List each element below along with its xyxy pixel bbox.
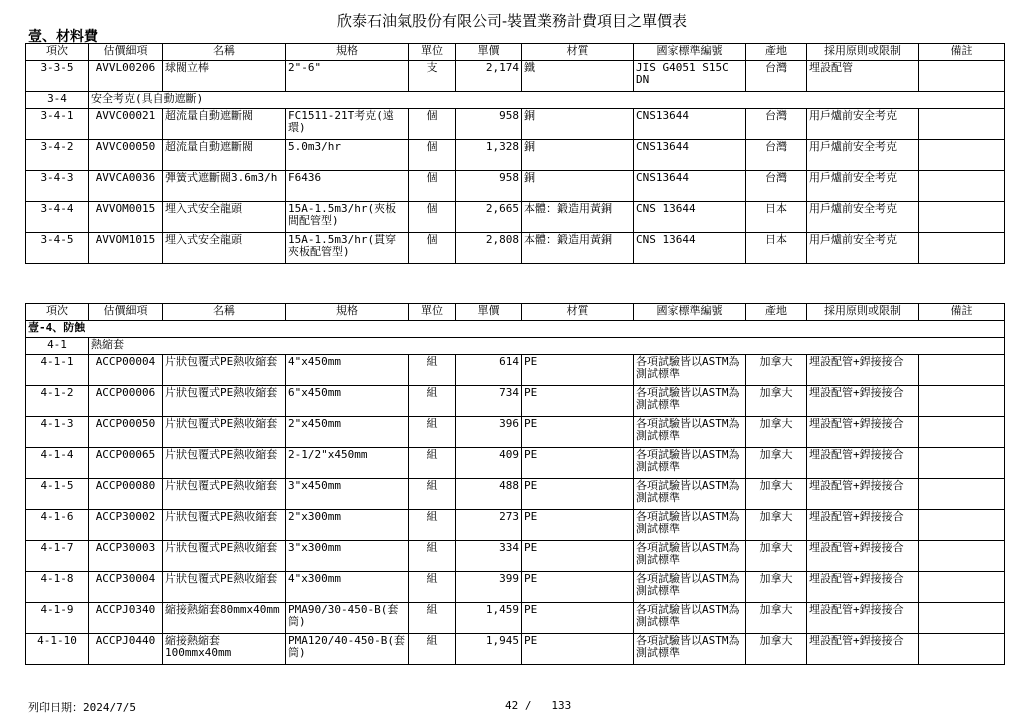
- column-header: 產地: [746, 44, 807, 61]
- cell-no: 3-4-4: [26, 202, 89, 233]
- cell-no: 4-1-9: [26, 603, 89, 634]
- cell-unit: 個: [409, 171, 456, 202]
- cell-unit: 組: [409, 603, 456, 634]
- page-number: 42 / 133: [505, 699, 572, 712]
- cell-no: 4-1-10: [26, 634, 89, 665]
- cell-code: ACCP00006: [89, 386, 163, 417]
- cell-remark: [919, 386, 1005, 417]
- group-row: [26, 338, 1005, 355]
- cell-spec: PMA90/30-450-B(套筒): [286, 603, 409, 634]
- cell-price: 1,459: [456, 603, 522, 634]
- column-header: 名稱: [163, 44, 286, 61]
- cell-material: 本體：鍛造用黃銅: [522, 202, 634, 233]
- cell-origin: 台灣: [746, 61, 807, 92]
- column-header: 估價細項: [89, 304, 163, 321]
- column-header: 單價: [456, 44, 522, 61]
- cell-material: 鐵: [522, 61, 634, 92]
- cell-standard: 各項試驗皆以ASTM為測試標準: [634, 541, 746, 572]
- document-title: 欣泰石油氣股份有限公司-裝置業務計費項目之單價表: [336, 12, 688, 30]
- cell-no: 4-1-3: [26, 417, 89, 448]
- cell-principle: 埋設配管: [807, 61, 919, 92]
- cell-price: 399: [456, 572, 522, 603]
- cell-principle: 埋設配管+銲接接合: [807, 510, 919, 541]
- cell-spec: PMA120/40-450-B(套筒): [286, 634, 409, 665]
- column-header: 單位: [409, 304, 456, 321]
- price-table-2: [25, 303, 1005, 665]
- cell-price: 409: [456, 448, 522, 479]
- cell-unit: 組: [409, 634, 456, 665]
- column-header: 備註: [919, 304, 1005, 321]
- table-row: [26, 634, 1005, 665]
- cell-principle: 用戶爐前安全考克: [807, 171, 919, 202]
- cell-remark: [919, 61, 1005, 92]
- column-header: 名稱: [163, 304, 286, 321]
- group-number: 4-1: [26, 338, 89, 355]
- cell-standard: 各項試驗皆以ASTM為測試標準: [634, 634, 746, 665]
- cell-no: 4-1-1: [26, 355, 89, 386]
- cell-material: PE: [522, 572, 634, 603]
- cell-principle: 埋設配管+銲接接合: [807, 386, 919, 417]
- table-header-row: [26, 304, 1005, 321]
- cell-unit: 個: [409, 202, 456, 233]
- cell-material: PE: [522, 417, 634, 448]
- table-row: [26, 386, 1005, 417]
- cell-name: 埋入式安全龍頭: [163, 233, 286, 264]
- cell-material: PE: [522, 510, 634, 541]
- cell-unit: 組: [409, 510, 456, 541]
- table-row: [26, 202, 1005, 233]
- cell-name: 片狀包覆式PE熱收縮套: [163, 386, 286, 417]
- section-label: 壹-4、防蝕: [26, 321, 1005, 338]
- group-number: 3-4: [26, 92, 89, 109]
- group-row: [26, 92, 1005, 109]
- column-header: 單價: [456, 304, 522, 321]
- table-row: [26, 233, 1005, 264]
- cell-material: PE: [522, 386, 634, 417]
- cell-no: 4-1-8: [26, 572, 89, 603]
- table-row: [26, 140, 1005, 171]
- cell-origin: 加拿大: [746, 386, 807, 417]
- cell-standard: JIS G4051 S15C DN: [634, 61, 746, 92]
- cell-spec: 2-1/2"x450mm: [286, 448, 409, 479]
- cell-price: 2,808: [456, 233, 522, 264]
- cell-standard: 各項試驗皆以ASTM為測試標準: [634, 386, 746, 417]
- cell-material: 本體：鍛造用黃銅: [522, 233, 634, 264]
- cell-name: 片狀包覆式PE熱收縮套: [163, 510, 286, 541]
- cell-material: 銅: [522, 171, 634, 202]
- column-header: 材質: [522, 304, 634, 321]
- cell-standard: CNS13644: [634, 171, 746, 202]
- cell-name: 超流量自動遮斷閥: [163, 140, 286, 171]
- column-header: 項次: [26, 44, 89, 61]
- cell-origin: 加拿大: [746, 510, 807, 541]
- cell-no: 4-1-4: [26, 448, 89, 479]
- cell-origin: 台灣: [746, 109, 807, 140]
- column-header: 材質: [522, 44, 634, 61]
- cell-principle: 埋設配管+銲接接合: [807, 541, 919, 572]
- column-header: 規格: [286, 304, 409, 321]
- cell-spec: 4"x300mm: [286, 572, 409, 603]
- cell-name: 球閥立棒: [163, 61, 286, 92]
- cell-principle: 埋設配管+銲接接合: [807, 355, 919, 386]
- cell-standard: CNS 13644: [634, 233, 746, 264]
- cell-remark: [919, 233, 1005, 264]
- cell-price: 488: [456, 479, 522, 510]
- cell-standard: 各項試驗皆以ASTM為測試標準: [634, 355, 746, 386]
- group-label: 安全考克(具自動遮斷): [89, 92, 1005, 109]
- cell-remark: [919, 355, 1005, 386]
- price-table-1: [25, 43, 1005, 264]
- table-row: [26, 603, 1005, 634]
- cell-remark: [919, 109, 1005, 140]
- cell-no: 3-4-2: [26, 140, 89, 171]
- cell-origin: 加拿大: [746, 355, 807, 386]
- cell-unit: 組: [409, 479, 456, 510]
- cell-spec: 2"-6": [286, 61, 409, 92]
- cell-principle: 用戶爐前安全考克: [807, 202, 919, 233]
- cell-origin: 加拿大: [746, 541, 807, 572]
- cell-spec: 3"x300mm: [286, 541, 409, 572]
- cell-code: AVVOM1015: [89, 233, 163, 264]
- cell-material: PE: [522, 603, 634, 634]
- cell-origin: 日本: [746, 202, 807, 233]
- column-header: 單位: [409, 44, 456, 61]
- cell-no: 4-1-5: [26, 479, 89, 510]
- table-row: [26, 572, 1005, 603]
- cell-standard: 各項試驗皆以ASTM為測試標準: [634, 603, 746, 634]
- cell-code: AVVCA0036: [89, 171, 163, 202]
- cell-code: AVVC00050: [89, 140, 163, 171]
- cell-unit: 個: [409, 140, 456, 171]
- cell-origin: 加拿大: [746, 634, 807, 665]
- cell-remark: [919, 541, 1005, 572]
- column-header: 國家標準編號: [634, 304, 746, 321]
- cell-spec: 4"x450mm: [286, 355, 409, 386]
- cell-spec: 15A-1.5m3/hr(夾板間配管型): [286, 202, 409, 233]
- cell-price: 273: [456, 510, 522, 541]
- cell-remark: [919, 510, 1005, 541]
- cell-unit: 組: [409, 417, 456, 448]
- column-header: 項次: [26, 304, 89, 321]
- cell-code: ACCPJ0440: [89, 634, 163, 665]
- cell-spec: 5.0m3/hr: [286, 140, 409, 171]
- column-header: 規格: [286, 44, 409, 61]
- cell-code: AVVC00021: [89, 109, 163, 140]
- cell-code: AVVOM0015: [89, 202, 163, 233]
- column-header: 產地: [746, 304, 807, 321]
- cell-principle: 埋設配管+銲接接合: [807, 634, 919, 665]
- cell-unit: 組: [409, 355, 456, 386]
- cell-price: 958: [456, 109, 522, 140]
- cell-code: ACCP00065: [89, 448, 163, 479]
- cell-origin: 加拿大: [746, 572, 807, 603]
- section-title: 壹、材料費: [28, 29, 98, 45]
- cell-name: 片狀包覆式PE熱收縮套: [163, 355, 286, 386]
- cell-remark: [919, 202, 1005, 233]
- cell-price: 1,328: [456, 140, 522, 171]
- cell-price: 2,174: [456, 61, 522, 92]
- cell-origin: 日本: [746, 233, 807, 264]
- cell-principle: 用戶爐前安全考克: [807, 233, 919, 264]
- cell-name: 彈簧式遮斷閥3.6m3/h: [163, 171, 286, 202]
- section-row: [26, 321, 1005, 338]
- cell-remark: [919, 448, 1005, 479]
- cell-unit: 組: [409, 448, 456, 479]
- cell-origin: 加拿大: [746, 417, 807, 448]
- cell-name: 片狀包覆式PE熱收縮套: [163, 417, 286, 448]
- column-header: 國家標準編號: [634, 44, 746, 61]
- cell-remark: [919, 603, 1005, 634]
- cell-no: 3-4-1: [26, 109, 89, 140]
- table-row: [26, 479, 1005, 510]
- table-row: [26, 61, 1005, 92]
- cell-origin: 加拿大: [746, 603, 807, 634]
- cell-material: PE: [522, 541, 634, 572]
- cell-price: 2,665: [456, 202, 522, 233]
- cell-material: 銅: [522, 109, 634, 140]
- cell-code: ACCP00080: [89, 479, 163, 510]
- cell-origin: 加拿大: [746, 479, 807, 510]
- cell-name: 縮接熱縮套80mmx40mm: [163, 603, 286, 634]
- cell-no: 3-3-5: [26, 61, 89, 92]
- cell-spec: FC1511-21T考克(遠環): [286, 109, 409, 140]
- cell-material: 銅: [522, 140, 634, 171]
- table-row: [26, 541, 1005, 572]
- cell-code: ACCP30003: [89, 541, 163, 572]
- cell-principle: 埋設配管+銲接接合: [807, 603, 919, 634]
- cell-unit: 個: [409, 109, 456, 140]
- cell-name: 超流量自動遮斷閥: [163, 109, 286, 140]
- table-row: [26, 171, 1005, 202]
- cell-principle: 用戶爐前安全考克: [807, 109, 919, 140]
- cell-price: 334: [456, 541, 522, 572]
- cell-name: 縮接熱縮套100mmx40mm: [163, 634, 286, 665]
- cell-no: 4-1-6: [26, 510, 89, 541]
- cell-standard: 各項試驗皆以ASTM為測試標準: [634, 479, 746, 510]
- cell-no: 3-4-5: [26, 233, 89, 264]
- cell-spec: 2"x300mm: [286, 510, 409, 541]
- cell-material: PE: [522, 448, 634, 479]
- cell-standard: CNS13644: [634, 109, 746, 140]
- table-row: [26, 109, 1005, 140]
- cell-price: 1,945: [456, 634, 522, 665]
- column-header: 估價細項: [89, 44, 163, 61]
- cell-principle: 埋設配管+銲接接合: [807, 417, 919, 448]
- cell-remark: [919, 417, 1005, 448]
- table-row: [26, 417, 1005, 448]
- cell-code: ACCP00050: [89, 417, 163, 448]
- cell-spec: F6436: [286, 171, 409, 202]
- table-header-row: [26, 44, 1005, 61]
- cell-remark: [919, 634, 1005, 665]
- cell-remark: [919, 572, 1005, 603]
- cell-origin: 台灣: [746, 171, 807, 202]
- table-row: [26, 355, 1005, 386]
- cell-remark: [919, 479, 1005, 510]
- cell-standard: 各項試驗皆以ASTM為測試標準: [634, 448, 746, 479]
- cell-principle: 埋設配管+銲接接合: [807, 479, 919, 510]
- cell-price: 614: [456, 355, 522, 386]
- cell-spec: 6"x450mm: [286, 386, 409, 417]
- cell-principle: 埋設配管+銲接接合: [807, 448, 919, 479]
- cell-code: ACCP00004: [89, 355, 163, 386]
- cell-name: 片狀包覆式PE熱收縮套: [163, 541, 286, 572]
- cell-material: PE: [522, 355, 634, 386]
- column-header: 採用原則或限制: [807, 304, 919, 321]
- cell-price: 958: [456, 171, 522, 202]
- table-row: [26, 510, 1005, 541]
- group-label: 熱縮套: [89, 338, 1005, 355]
- cell-code: ACCPJ0340: [89, 603, 163, 634]
- cell-price: 734: [456, 386, 522, 417]
- cell-no: 4-1-2: [26, 386, 89, 417]
- cell-unit: 個: [409, 233, 456, 264]
- cell-material: PE: [522, 634, 634, 665]
- cell-code: ACCP30004: [89, 572, 163, 603]
- cell-standard: CNS13644: [634, 140, 746, 171]
- cell-spec: 2"x450mm: [286, 417, 409, 448]
- cell-no: 4-1-7: [26, 541, 89, 572]
- cell-remark: [919, 171, 1005, 202]
- cell-no: 3-4-3: [26, 171, 89, 202]
- table-row: [26, 448, 1005, 479]
- cell-standard: CNS 13644: [634, 202, 746, 233]
- cell-name: 片狀包覆式PE熱收縮套: [163, 572, 286, 603]
- cell-material: PE: [522, 479, 634, 510]
- cell-spec: 15A-1.5m3/hr(貫穿夾板配管型): [286, 233, 409, 264]
- cell-unit: 組: [409, 386, 456, 417]
- cell-remark: [919, 140, 1005, 171]
- cell-spec: 3"x450mm: [286, 479, 409, 510]
- cell-principle: 埋設配管+銲接接合: [807, 572, 919, 603]
- cell-origin: 台灣: [746, 140, 807, 171]
- cell-origin: 加拿大: [746, 448, 807, 479]
- column-header: 備註: [919, 44, 1005, 61]
- cell-code: AVVL00206: [89, 61, 163, 92]
- cell-principle: 用戶爐前安全考克: [807, 140, 919, 171]
- cell-name: 片狀包覆式PE熱收縮套: [163, 448, 286, 479]
- cell-price: 396: [456, 417, 522, 448]
- column-header: 採用原則或限制: [807, 44, 919, 61]
- cell-code: ACCP30002: [89, 510, 163, 541]
- cell-name: 片狀包覆式PE熱收縮套: [163, 479, 286, 510]
- cell-standard: 各項試驗皆以ASTM為測試標準: [634, 572, 746, 603]
- print-date: 列印日期：2024/7/5: [28, 701, 136, 714]
- cell-standard: 各項試驗皆以ASTM為測試標準: [634, 510, 746, 541]
- cell-unit: 支: [409, 61, 456, 92]
- cell-unit: 組: [409, 541, 456, 572]
- cell-name: 埋入式安全龍頭: [163, 202, 286, 233]
- cell-standard: 各項試驗皆以ASTM為測試標準: [634, 417, 746, 448]
- cell-unit: 組: [409, 572, 456, 603]
